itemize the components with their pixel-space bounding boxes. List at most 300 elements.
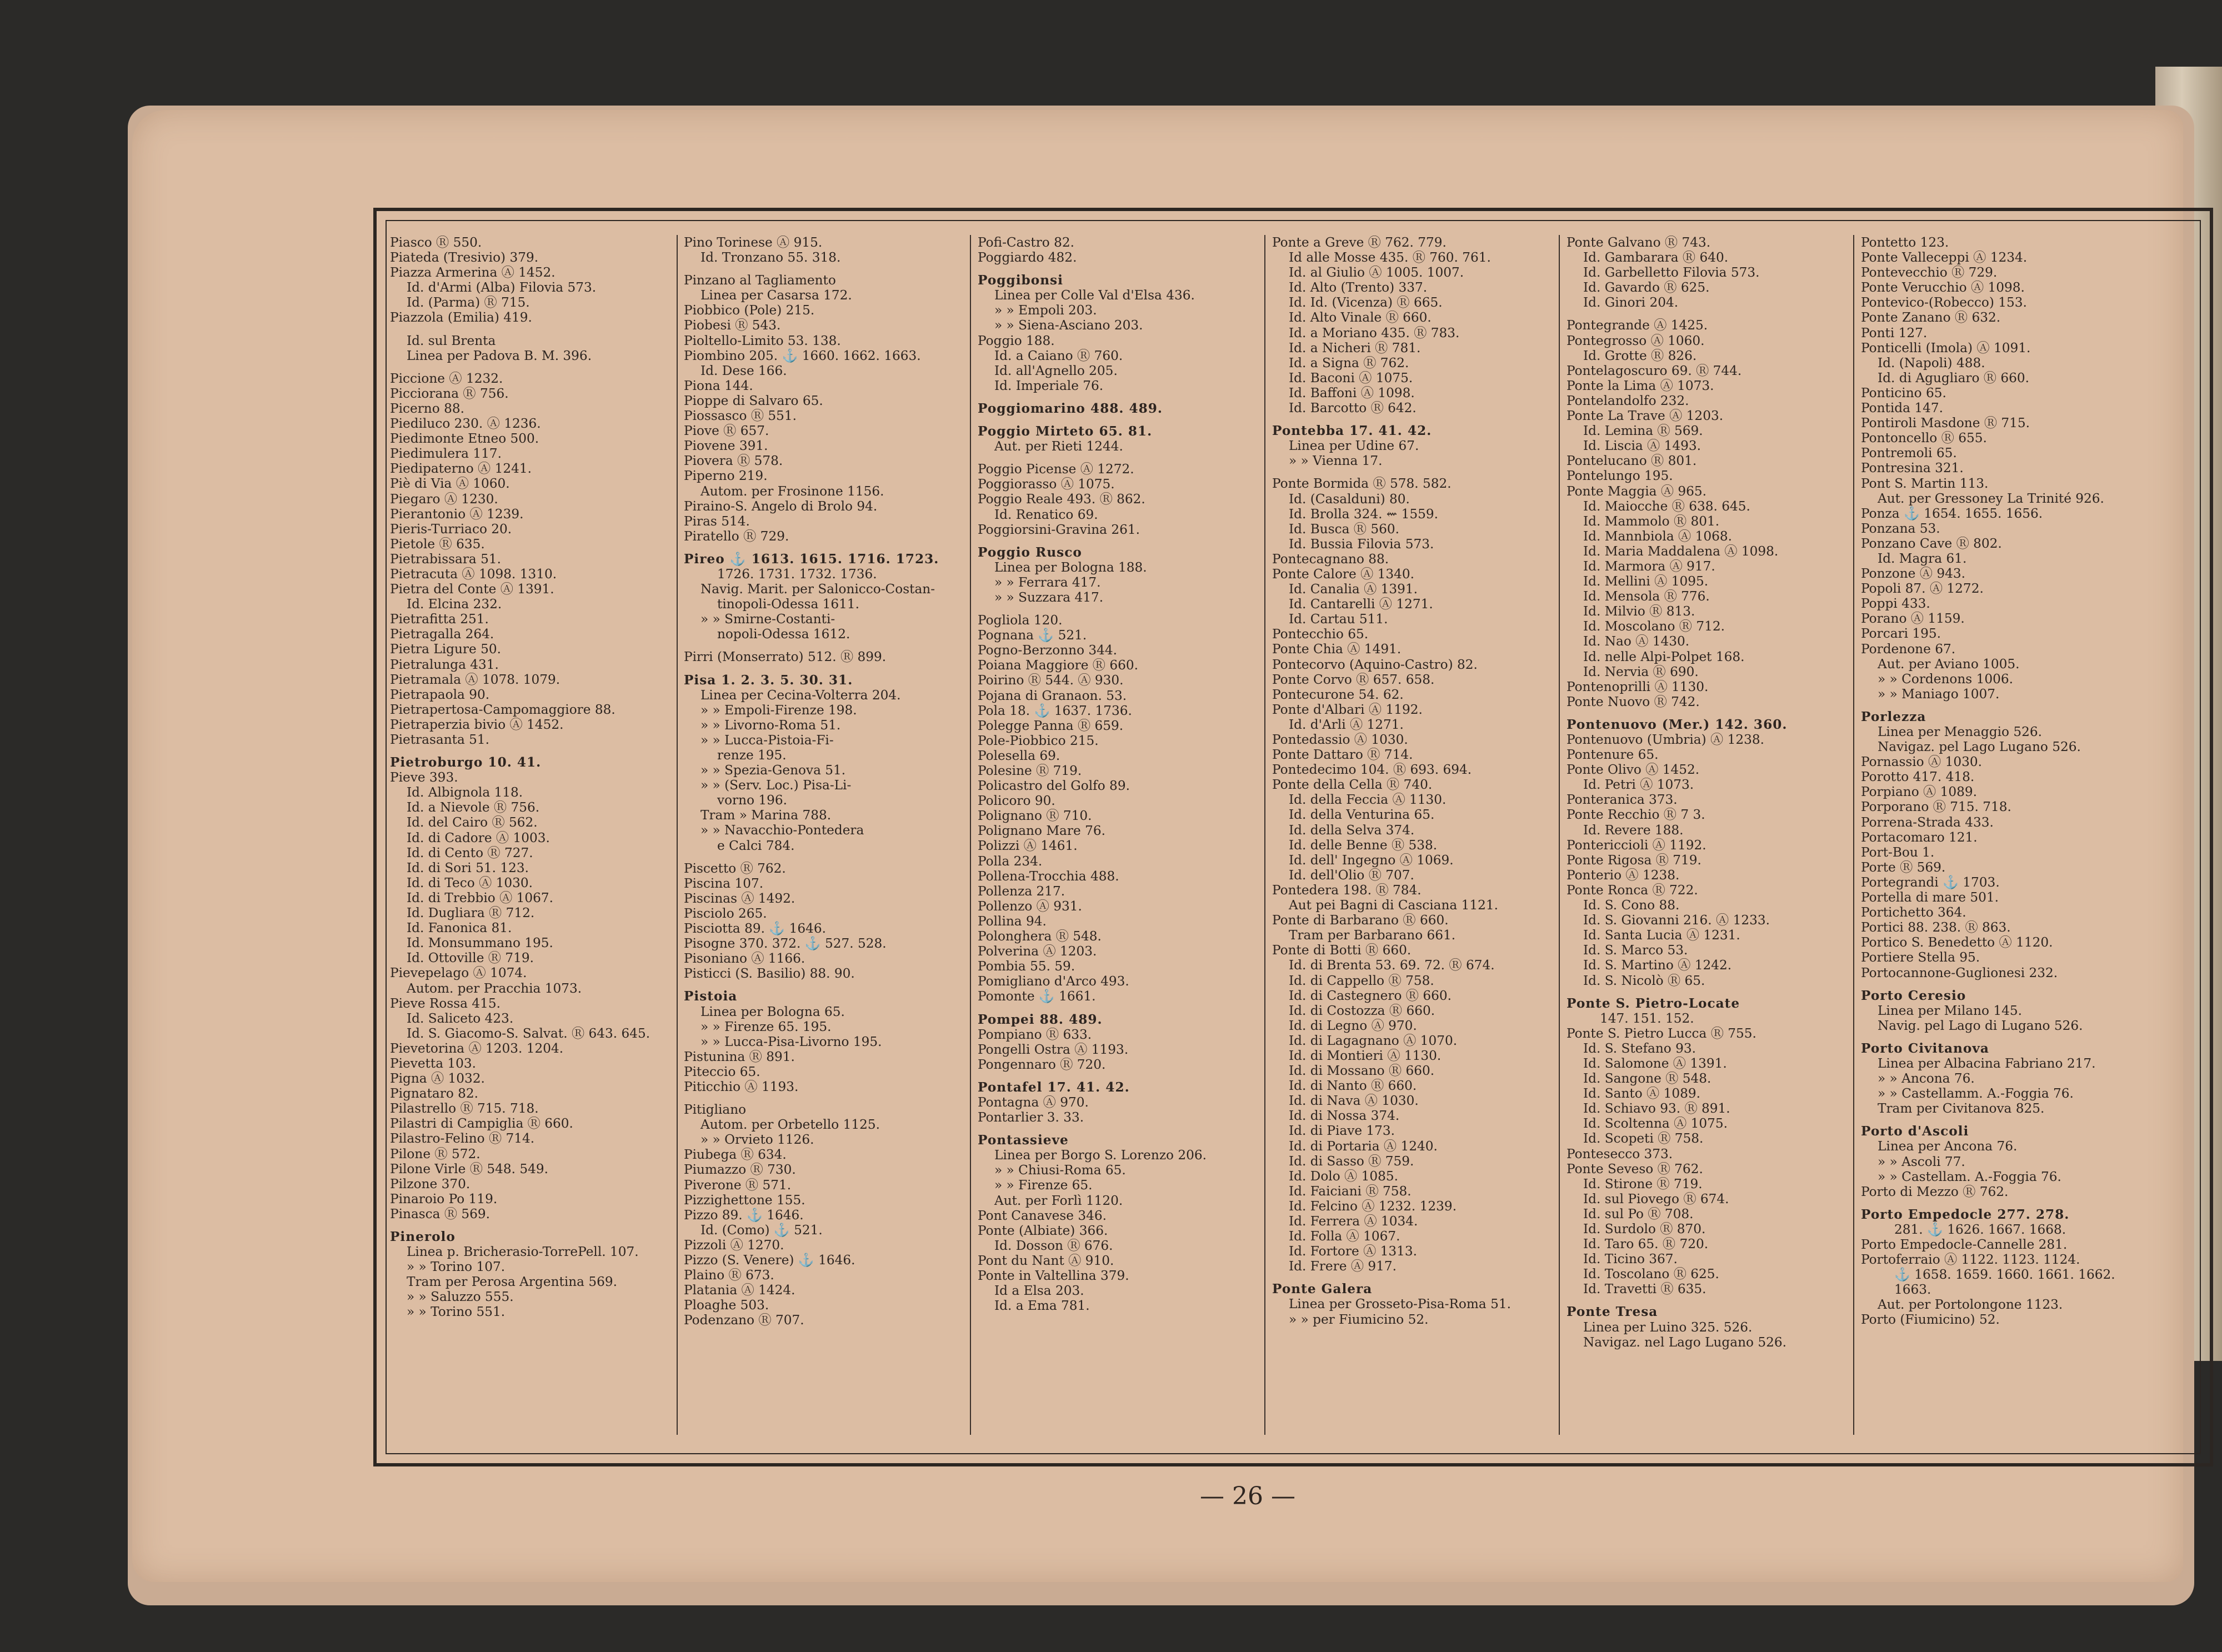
place-heading: Poggio Rusco <box>978 544 1082 560</box>
place-heading: Poggio Mirteto 65. 81. <box>978 424 1153 439</box>
index-entry: Id. dell'Olio Ⓡ 707. <box>1289 867 1414 883</box>
index-entry: Linea per Milano 145. <box>1878 1003 2022 1018</box>
index-entry: Pont S. Martin 113. <box>1861 475 1989 491</box>
index-entry: Ponte (Albiate) 366. <box>978 1223 1108 1238</box>
index-entry: Portoferraio Ⓐ 1122. 1123. 1124. <box>1861 1252 2080 1268</box>
index-entry: Piratello Ⓡ 729. <box>684 528 789 544</box>
index-entry: Id. d'Arli Ⓐ 1271. <box>1289 717 1404 732</box>
index-entry: Polignano Ⓡ 710. <box>978 808 1092 824</box>
index-entry: Id. (Parma) Ⓡ 715. <box>407 295 530 311</box>
index-entry: Linea p. Bricherasio-TorrePell. 107. <box>407 1244 639 1260</box>
index-entry: Ponte Nuovo Ⓡ 742. <box>1567 694 1700 709</box>
index-entry: Pompiano Ⓡ 633. <box>978 1027 1092 1042</box>
index-entry: Pitecciο 65. <box>684 1064 760 1079</box>
text-frame <box>373 208 2213 1466</box>
index-entry: nopoli-Odessa 1612. <box>717 627 850 642</box>
index-entry: Id. di Sori 51. 123. <box>407 860 529 875</box>
spacer <box>978 393 1263 401</box>
spacer <box>1567 709 1851 717</box>
index-entry: Pontelandolfo 232. <box>1567 393 1689 408</box>
index-entry: Id. Tronzano 55. 318. <box>700 250 841 266</box>
index-entry: Piè di Via Ⓐ 1060. <box>390 476 510 492</box>
index-entry: Pizzoli Ⓐ 1270. <box>684 1237 784 1253</box>
index-entry: 147. 151. 152. <box>1600 1010 1694 1026</box>
spacer <box>684 544 969 552</box>
spacer <box>978 537 1263 545</box>
index-entry: Id. di Portaria Ⓐ 1240. <box>1289 1138 1438 1154</box>
index-entry: » » Orvieto 1126. <box>700 1132 814 1148</box>
index-entry: Id. Elcina 232. <box>407 597 502 612</box>
index-entry: Poggiorasso Ⓐ 1075. <box>978 477 1115 492</box>
place-heading: Ponte Galera <box>1272 1281 1373 1297</box>
index-entry: Navigaz. pel Lago Lugano 526. <box>1878 739 2081 755</box>
index-entry: Pollina 94. <box>978 913 1047 929</box>
index-entry: Navig. Marit. per Salonicco-Costan- <box>700 582 935 597</box>
index-entry: » » Empoli-Firenze 198. <box>700 702 857 718</box>
index-entry: Porcari 195. <box>1861 626 1941 642</box>
index-entry: Id. a Caiano Ⓡ 760. <box>994 348 1123 363</box>
spacer <box>684 853 969 861</box>
index-entry: Pontagna Ⓐ 970. <box>978 1094 1089 1110</box>
column-rule <box>1559 235 1560 1435</box>
place-heading: Porto Civitanova <box>1861 1040 1989 1056</box>
index-entry: ⚓ 1658. 1659. 1660. 1661. 1662. <box>1894 1267 2115 1283</box>
column-rule <box>677 235 678 1435</box>
index-entry: Id. di Cadore Ⓐ 1003. <box>407 830 550 845</box>
index-entry: » » Cordenons 1006. <box>1878 671 2013 687</box>
index-entry: Id. a Nievole Ⓡ 756. <box>407 800 540 815</box>
index-entry: Id. Ferrera Ⓐ 1034. <box>1289 1214 1418 1229</box>
index-entry: Id. dell' Ingegno Ⓐ 1069. <box>1289 852 1454 868</box>
index-entry: Ponte la Lima Ⓐ 1073. <box>1567 378 1714 393</box>
place-heading: Porto Empedocle 277. 278. <box>1861 1207 2070 1222</box>
index-entry: Portella di mare 501. <box>1861 890 1999 905</box>
index-entry: Id. Gavardo Ⓡ 625. <box>1583 280 1710 296</box>
index-entry: Pinzano al Tagliamento <box>684 273 836 288</box>
index-entry: Pongennaro Ⓡ 720. <box>978 1057 1106 1072</box>
index-entry: Id. di Legno Ⓐ 970. <box>1289 1018 1417 1033</box>
index-entry: Ponte di Barbarano Ⓡ 660. <box>1272 913 1449 928</box>
spacer <box>1272 468 1557 476</box>
index-entry: Poggio Reale 493. Ⓡ 862. <box>978 492 1145 507</box>
index-entry: Pontecurone 54. 62. <box>1272 687 1404 702</box>
index-entry: Id. di Nava Ⓐ 1030. <box>1289 1093 1419 1109</box>
index-entry: Id. Monsummano 195. <box>407 935 553 951</box>
index-entry: Piedimulera 117. <box>390 446 502 462</box>
index-entry: Piscetto Ⓡ 762. <box>684 860 786 876</box>
index-entry: Pisciotta 89. ⚓ 1646. <box>684 921 826 937</box>
index-entry: Id. Mellini Ⓐ 1095. <box>1583 574 1709 589</box>
index-entry: Pomonte ⚓ 1661. <box>978 989 1096 1004</box>
index-entry: Piperno 219. <box>684 468 768 484</box>
index-entry: Id. Sangone Ⓡ 548. <box>1583 1071 1711 1087</box>
index-entry: Pilastro-Felino Ⓡ 714. <box>390 1131 535 1147</box>
index-entry: Id a Elsa 203. <box>994 1283 1084 1299</box>
index-entry: » » per Fiumicino 52. <box>1289 1311 1429 1327</box>
place-heading: Ponte Tresa <box>1567 1304 1658 1320</box>
index-entry: Pontesecco 373. <box>1567 1146 1673 1162</box>
spacer <box>978 1125 1263 1133</box>
spacer <box>684 981 969 989</box>
index-entry: Pilone Ⓡ 572. <box>390 1146 481 1162</box>
index-entry: tinopoli-Odessa 1611. <box>717 597 860 612</box>
index-entry: Id. Ottoville Ⓡ 719. <box>407 950 534 966</box>
index-entry: Id. Salomone Ⓐ 1391. <box>1583 1055 1727 1071</box>
index-entry: Id. Imperiale 76. <box>994 378 1104 393</box>
index-entry: Portegrandi ⚓ 1703. <box>1861 874 2000 890</box>
index-entry: Id. Folla Ⓐ 1067. <box>1289 1229 1400 1244</box>
index-entry: Popoli 87. Ⓐ 1272. <box>1861 581 1984 597</box>
index-entry: Id. Dugliara Ⓡ 712. <box>407 905 535 921</box>
index-entry: Id. Grotte Ⓡ 826. <box>1583 348 1697 363</box>
index-entry: Pilzone 370. <box>390 1176 471 1192</box>
index-entry: Pontida 147. <box>1861 401 1943 416</box>
index-entry: » » Saluzzo 555. <box>407 1289 514 1305</box>
index-entry: Ploaghe 503. <box>684 1298 769 1313</box>
index-entry: Pietole Ⓡ 635. <box>390 536 485 552</box>
place-heading: Pireo ⚓ 1613. 1615. 1716. 1723. <box>684 551 939 567</box>
index-entry: Polesella 69. <box>978 748 1060 763</box>
index-entry: Piovera Ⓡ 578. <box>684 453 783 469</box>
index-entry: Pietraperzia bivio Ⓐ 1452. <box>390 717 564 732</box>
index-entry: Id. Saliceto 423. <box>407 1010 514 1026</box>
index-entry: Id. Taro 65. Ⓡ 720. <box>1583 1237 1709 1252</box>
place-heading: Poggiomarino 488. 489. <box>978 401 1163 416</box>
index-entry: Id. di Nossa 374. <box>1289 1108 1400 1124</box>
index-entry: Pierantonio Ⓐ 1239. <box>390 506 524 522</box>
index-entry: Piove Ⓡ 657. <box>684 423 769 439</box>
index-entry: Id. Marmora Ⓐ 917. <box>1583 558 1715 574</box>
spacer <box>390 1222 675 1229</box>
index-entry: Id. Ticino 367. <box>1583 1251 1678 1267</box>
index-entry: Id. Felcino Ⓐ 1232. 1239. <box>1289 1198 1457 1214</box>
index-entry: Ponte Corvo Ⓡ 657. 658. <box>1272 672 1435 687</box>
index-entry: Pino Torinese Ⓐ 915. <box>684 235 823 250</box>
index-entry: Aut. per Aviano 1005. <box>1878 656 2020 672</box>
place-heading: Porto Ceresio <box>1861 988 1966 1003</box>
index-entry: Piticchio Ⓐ 1193. <box>684 1079 799 1094</box>
index-entry: » » Maniago 1007. <box>1878 686 2000 702</box>
index-entry: Poppi 433. <box>1861 596 1930 612</box>
index-entry: Poggio Picense Ⓐ 1272. <box>978 462 1134 477</box>
index-column-2 <box>684 235 969 1435</box>
index-entry: Id. Faiciani Ⓡ 758. <box>1289 1183 1412 1199</box>
index-entry: Piombino 205. ⚓ 1660. 1662. 1663. <box>684 348 921 363</box>
spacer <box>684 665 969 673</box>
index-column-4 <box>1272 235 1557 1435</box>
index-entry: Tram per Perosa Argentina 569. <box>407 1274 617 1290</box>
index-entry: Pogno-Berzonno 344. <box>978 643 1118 658</box>
index-entry: Piumazzo Ⓡ 730. <box>684 1162 796 1178</box>
index-entry: Piubega Ⓡ 634. <box>684 1147 787 1163</box>
index-entry: Ponte Chia Ⓐ 1491. <box>1272 642 1402 657</box>
index-entry: Pojana di Granaon. 53. <box>978 688 1127 703</box>
index-entry: Pievetta 103. <box>390 1055 477 1071</box>
spacer <box>978 1004 1263 1012</box>
spacer <box>978 265 1263 273</box>
index-entry: » » Ferrara 417. <box>994 574 1101 590</box>
index-entry: Ponte Ronca Ⓡ 722. <box>1567 882 1698 898</box>
index-entry: Id. Toscolano Ⓡ 625. <box>1583 1266 1719 1282</box>
index-entry: Id. delle Benne Ⓡ 538. <box>1289 837 1438 853</box>
spacer <box>1567 310 1851 318</box>
index-entry: Polverina Ⓐ 1203. <box>978 944 1097 959</box>
index-entry: Linea per Bologna 188. <box>994 559 1147 575</box>
index-entry: Id. a Nicheri Ⓡ 781. <box>1289 340 1421 356</box>
index-entry: Poirino Ⓡ 544. Ⓐ 930. <box>978 673 1124 688</box>
index-entry: Portacomaro 121. <box>1861 829 1978 845</box>
index-entry: Aut pei Bagni di Casciana 1121. <box>1289 898 1498 913</box>
index-entry: Pievepelago Ⓐ 1074. <box>390 965 527 981</box>
index-entry: Id. Gambarara Ⓡ 640. <box>1583 250 1729 266</box>
index-entry: Pogliola 120. <box>978 613 1063 628</box>
index-entry: Id. di Costozza Ⓡ 660. <box>1289 1003 1435 1018</box>
index-entry: Pisoniano Ⓐ 1166. <box>684 951 805 967</box>
index-entry: Piobbico (Pole) 215. <box>684 303 815 318</box>
index-entry: Id. a Ema 781. <box>994 1298 1090 1314</box>
index-entry: Pontremoli 65. <box>1861 445 1957 461</box>
index-entry: Porto (Fiumicino) 52. <box>1861 1312 2000 1328</box>
index-entry: Ponte Verucchio Ⓐ 1098. <box>1861 280 2025 296</box>
index-entry: Id. (Como) ⚓ 521. <box>700 1222 823 1238</box>
index-entry: Pitigliano <box>684 1102 747 1118</box>
index-entry: Pinasca Ⓡ 569. <box>390 1206 491 1222</box>
index-entry: Plaino Ⓡ 673. <box>684 1268 774 1283</box>
index-entry: » » Torino 107. <box>407 1259 506 1275</box>
index-entry: Id. Barcotto Ⓡ 642. <box>1289 401 1417 416</box>
index-entry: Id. Dese 166. <box>700 363 787 378</box>
spacer <box>684 265 969 273</box>
index-entry: Pieve 393. <box>390 770 458 785</box>
index-entry: Pontecagnano 88. <box>1272 551 1389 567</box>
index-entry: Porto di Mezzo Ⓡ 762. <box>1861 1184 2009 1199</box>
spacer <box>1861 1033 2146 1041</box>
index-entry: Porto Empedocle-Cannelle 281. <box>1861 1237 2068 1252</box>
index-entry: Ponzone Ⓐ 943. <box>1861 566 1965 582</box>
index-entry: Id. Renatico 69. <box>994 507 1098 522</box>
index-entry: 281. ⚓ 1626. 1667. 1668. <box>1894 1222 2066 1237</box>
index-entry: Id. di Lagagnano Ⓐ 1070. <box>1289 1033 1458 1048</box>
index-entry: Ponte Galvano Ⓡ 743. <box>1567 235 1711 250</box>
index-entry: Pontegrande Ⓐ 1425. <box>1567 318 1708 333</box>
index-entry: » » Ancona 76. <box>1878 1071 1975 1087</box>
index-entry: Pontetto 123. <box>1861 235 1949 250</box>
index-entry: Piras 514. <box>684 513 750 529</box>
place-heading: Pontenuovo (Mer.) 142. 360. <box>1567 717 1788 732</box>
spacer <box>978 1072 1263 1080</box>
index-entry: Polizzi Ⓐ 1461. <box>978 838 1078 854</box>
index-entry: Id. Bussia Filovia 573. <box>1289 536 1434 552</box>
index-entry: Polonghera Ⓡ 548. <box>978 929 1102 944</box>
index-entry: Ponte in Valtellina 379. <box>978 1268 1129 1283</box>
index-entry: Pietralunga 431. <box>390 657 499 672</box>
index-entry: Linea per Luino 325. 526. <box>1583 1319 1753 1335</box>
index-entry: Pilone Virle Ⓡ 548. 549. <box>390 1161 548 1177</box>
index-entry: Ponti 127. <box>1861 325 1928 341</box>
index-entry: Id. Travetti Ⓡ 635. <box>1583 1281 1706 1297</box>
column-rule <box>1264 235 1265 1435</box>
index-entry: Podenzano Ⓡ 707. <box>684 1313 804 1328</box>
index-entry: Polegge Panna Ⓡ 659. <box>978 718 1124 733</box>
index-entry: Ponte S. Pietro Lucca Ⓡ 755. <box>1567 1025 1756 1041</box>
index-entry: Piedimonte Etneo 500. <box>390 431 539 447</box>
index-entry: Piazzola (Emilia) 419. <box>390 310 532 326</box>
index-entry: Portichetto 364. <box>1861 905 1966 920</box>
index-entry: Linea per Padova B. M. 396. <box>407 348 592 363</box>
index-entry: Id. Alto (Trento) 337. <box>1289 280 1428 296</box>
index-entry: Id. Dolo Ⓐ 1085. <box>1289 1168 1398 1184</box>
index-entry: Id. Lemina Ⓡ 569. <box>1583 423 1703 439</box>
index-entry: Id. Santo Ⓐ 1089. <box>1583 1086 1700 1102</box>
index-entry: Id. della Feccia Ⓐ 1130. <box>1289 792 1447 808</box>
index-entry: Id. Santa Lucia Ⓐ 1231. <box>1583 928 1740 943</box>
index-entry: Pietrasanta 51. <box>390 732 490 747</box>
index-entry: Id. S. Marco 53. <box>1583 943 1688 958</box>
index-entry: Id. S. Nicolò Ⓡ 65. <box>1583 973 1705 988</box>
index-entry: Id. Liscia Ⓐ 1493. <box>1583 438 1701 454</box>
index-entry: Pongelli Ostra Ⓐ 1193. <box>978 1042 1129 1057</box>
index-entry: Pietra Ligure 50. <box>390 642 501 657</box>
spacer <box>1861 1199 2146 1207</box>
spacer <box>1567 988 1851 996</box>
index-entry: Pontarlier 3. 33. <box>978 1110 1084 1125</box>
spacer <box>1272 415 1557 423</box>
index-entry: Id. a Signa Ⓡ 762. <box>1289 355 1409 371</box>
index-entry: Pietrapaola 90. <box>390 687 490 702</box>
index-entry: Linea per Bologna 65. <box>700 1004 845 1019</box>
index-entry: Pontegrosso Ⓐ 1060. <box>1567 333 1705 348</box>
place-heading: Pontafel 17. 41. 42. <box>978 1079 1130 1095</box>
index-entry: Ponteranica 373. <box>1567 792 1678 808</box>
index-entry: Id. al Giulio Ⓐ 1005. 1007. <box>1289 265 1464 281</box>
index-entry: Id. Busca Ⓡ 560. <box>1289 521 1399 537</box>
index-entry: Id. Baffoni Ⓐ 1098. <box>1289 385 1415 401</box>
index-entry: 1663. <box>1894 1282 1931 1298</box>
index-entry: Pont Canavese 346. <box>978 1208 1107 1223</box>
index-entry: Id. (Casalduni) 80. <box>1289 491 1410 507</box>
index-entry: Id. Magra 61. <box>1878 550 1967 566</box>
index-entry: renze 195. <box>717 748 787 763</box>
index-entry: Id. Brolla 324. ⇜ 1559. <box>1289 506 1439 522</box>
index-entry: Navig. pel Lago di Lugano 526. <box>1878 1018 2083 1033</box>
index-entry: Id. Dosson Ⓡ 676. <box>994 1238 1113 1253</box>
index-entry: Id. S. Martino Ⓐ 1242. <box>1583 958 1732 973</box>
index-entry: Id. Schiavo 93. Ⓡ 891. <box>1583 1101 1730 1117</box>
index-entry: Id. S. Cono 88. <box>1583 898 1680 913</box>
index-entry: Pont du Nant Ⓐ 910. <box>978 1253 1114 1268</box>
index-entry: Ponte Dattaro Ⓡ 714. <box>1272 747 1413 763</box>
index-entry: Piraino-S. Angelo di Brolo 94. <box>684 498 878 514</box>
index-entry: Pornassio Ⓐ 1030. <box>1861 754 1982 770</box>
index-entry: Portici 88. 238. Ⓡ 863. <box>1861 920 2011 935</box>
column-rule <box>970 235 971 1435</box>
index-entry: Pole-Piobbico 215. <box>978 733 1099 748</box>
index-entry: Pisticci (S. Basilio) 88. 90. <box>684 966 855 982</box>
index-entry: Id. Nervia Ⓡ 690. <box>1583 664 1699 679</box>
index-entry: Id. S. Giacomo-S. Salvat. Ⓡ 643. 645. <box>407 1025 650 1041</box>
index-entry: Ponte Bormida Ⓡ 578. 582. <box>1272 476 1452 492</box>
spacer <box>1567 1296 1851 1304</box>
place-heading: Poggibonsi <box>978 273 1063 288</box>
index-entry: Piovene 391. <box>684 438 768 454</box>
index-entry: Linea per Casarsa 172. <box>700 288 852 303</box>
index-entry: Porpiano Ⓐ 1089. <box>1861 784 1977 800</box>
index-entry: » » Empoli 203. <box>994 303 1097 318</box>
index-entry: Porte Ⓡ 569. <box>1861 859 1946 875</box>
index-entry: Linea per Udine 67. <box>1289 438 1419 454</box>
index-entry: Id. di Brenta 53. 69. 72. Ⓡ 674. <box>1289 958 1495 973</box>
index-entry: Pofi-Castro 82. <box>978 235 1074 250</box>
index-entry: Ponticelli (Imola) Ⓐ 1091. <box>1861 340 2031 356</box>
index-entry: Poggiardo 482. <box>978 250 1077 266</box>
index-entry: Id. di Piave 173. <box>1289 1123 1395 1139</box>
place-heading: Porto d'Ascoli <box>1861 1124 1969 1139</box>
index-entry: Id. Fanonica 81. <box>407 920 512 936</box>
index-entry: Pontelucano Ⓡ 801. <box>1567 453 1697 469</box>
index-entry: Porano Ⓐ 1159. <box>1861 611 1965 627</box>
index-entry: Ponte Calore Ⓐ 1340. <box>1272 566 1415 582</box>
index-entry: » » Ascoli 77. <box>1878 1154 1965 1169</box>
index-entry: Pontresina 321. <box>1861 460 1964 476</box>
index-entry: » » Navacchio-Pontedera <box>700 823 864 838</box>
index-entry: Ponte Zanano Ⓡ 632. <box>1861 310 2001 326</box>
index-entry: Piscina 107. <box>684 875 764 891</box>
index-entry: Piateda (Tresivio) 379. <box>390 250 539 266</box>
index-entry: Id. di Montieri Ⓐ 1130. <box>1289 1048 1442 1063</box>
index-entry: Portocannone-Guglionesi 232. <box>1861 965 2058 980</box>
index-entry: Piobesi Ⓡ 543. <box>684 318 781 333</box>
index-entry: Pioltello-Limito 53. 138. <box>684 333 841 348</box>
index-entry: Piona 144. <box>684 378 753 393</box>
index-entry: Aut. per Forlì 1120. <box>994 1193 1123 1208</box>
index-entry: Pontoncello Ⓡ 655. <box>1861 430 1987 446</box>
index-entry: Ponzana 53. <box>1861 520 1940 536</box>
index-entry: Autom. per Pracchia 1073. <box>407 980 582 996</box>
index-entry: Id. Cantarelli Ⓐ 1271. <box>1289 597 1433 612</box>
index-entry: Id. S. Giovanni 216. Ⓐ 1233. <box>1583 913 1770 928</box>
index-entry: Pombia 55. 59. <box>978 959 1075 974</box>
index-entry: » » Livorno-Roma 51. <box>700 717 841 733</box>
index-entry: Id. Scopeti Ⓡ 758. <box>1583 1131 1704 1147</box>
index-entry: Polla 234. <box>978 853 1043 869</box>
index-entry: Poggiorsini-Gravina 261. <box>978 522 1140 537</box>
index-entry: Pievetorina Ⓐ 1203. 1204. <box>390 1040 564 1056</box>
index-entry: Id. Frere Ⓐ 917. <box>1289 1259 1397 1274</box>
index-entry: Ponza ⚓ 1654. 1655. 1656. <box>1861 505 2043 521</box>
index-column-3 <box>978 235 1263 1435</box>
index-entry: Pieve Rossa 415. <box>390 995 501 1011</box>
index-entry: Id. di Teco Ⓐ 1030. <box>407 875 533 890</box>
index-entry: » » Torino 551. <box>407 1304 506 1320</box>
index-entry: Pizzighettone 155. <box>684 1192 805 1208</box>
index-entry: Ponte Seveso Ⓡ 762. <box>1567 1161 1703 1177</box>
index-entry: Piasco Ⓡ 550. <box>390 235 482 250</box>
index-entry: Id. di Cappello Ⓡ 758. <box>1289 973 1434 988</box>
index-entry: Piazza Armerina Ⓐ 1452. <box>390 265 556 281</box>
index-entry: Linea per Cecina-Volterra 204. <box>700 687 901 703</box>
index-entry: Id. sul Po Ⓡ 708. <box>1583 1206 1694 1222</box>
index-entry: Id. (Napoli) 488. <box>1878 355 1985 371</box>
index-entry: Id. Alto Vinale Ⓡ 660. <box>1289 310 1432 326</box>
index-entry: Pieris-Turriaco 20. <box>390 521 512 537</box>
index-entry: Id. Nao Ⓐ 1430. <box>1583 634 1690 649</box>
spacer <box>978 416 1263 424</box>
index-entry: » » Suzzara 417. <box>994 589 1104 605</box>
index-entry: Id. Milvio Ⓡ 813. <box>1583 604 1695 619</box>
index-entry: Pioppe di Salvaro 65. <box>684 393 823 408</box>
index-entry: Id. Baconi Ⓐ 1075. <box>1289 370 1413 386</box>
index-entry: Id. Fortore Ⓐ 1313. <box>1289 1244 1418 1259</box>
